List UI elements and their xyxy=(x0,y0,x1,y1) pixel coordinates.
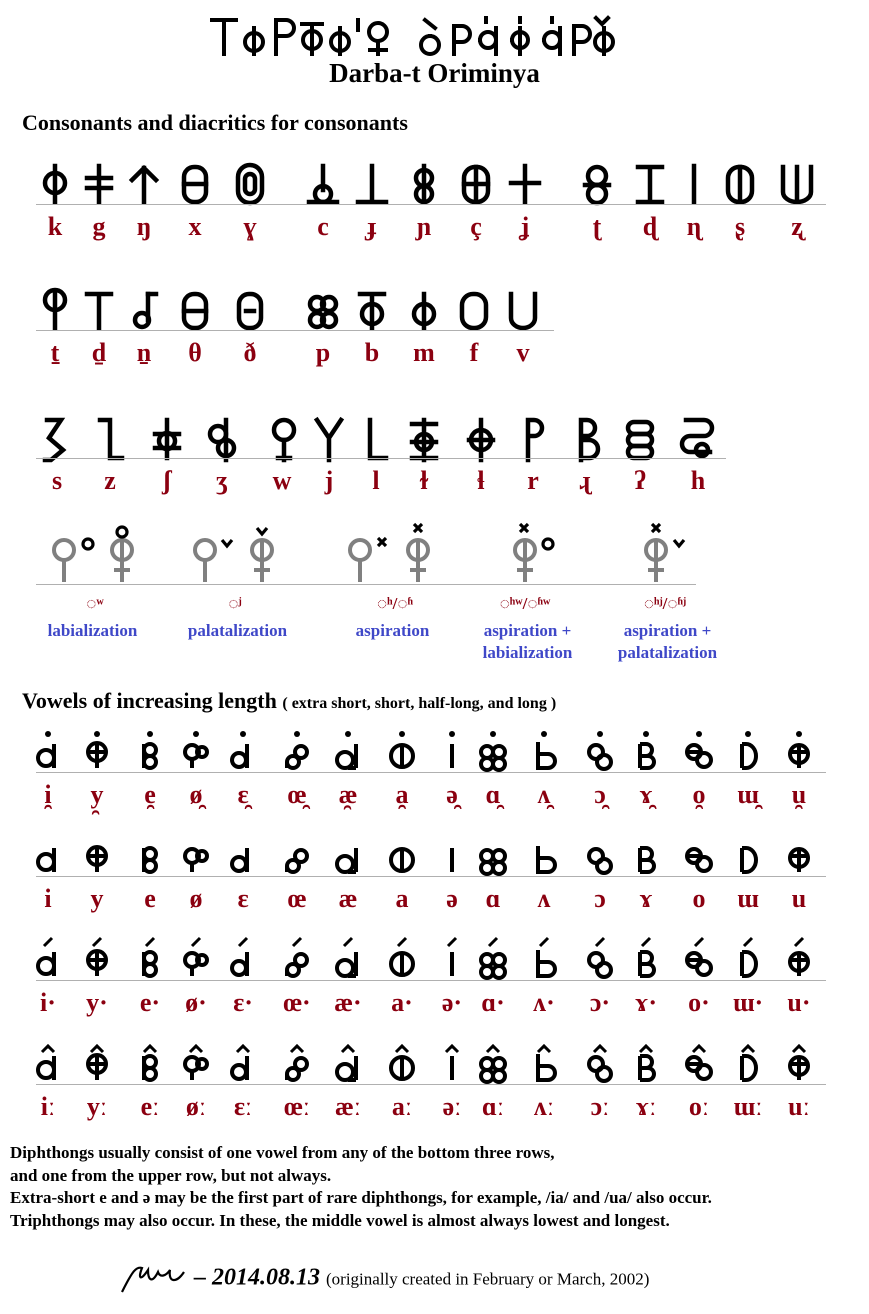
diacritic-symbol: ◌ʲ xyxy=(228,594,242,613)
ipa-cell: ɯː xyxy=(733,1092,763,1121)
ipa-cell: e xyxy=(144,884,156,913)
ipa-cell: x xyxy=(188,212,202,241)
ipa-cell: i· xyxy=(40,988,56,1017)
ipa-cell: ɯ̯ xyxy=(737,780,759,809)
ipa-cell: ɑ xyxy=(485,884,501,913)
ipa-cell: o̯ xyxy=(692,780,706,809)
ipa-cell: uː xyxy=(788,1092,810,1121)
divider xyxy=(36,876,826,877)
ipa-cell: ɳ xyxy=(686,212,702,241)
ipa-cell: ð xyxy=(243,338,257,367)
ipa-cell: f xyxy=(469,338,479,367)
signature-dash: – xyxy=(194,1264,206,1291)
ipa-cell: l xyxy=(372,466,380,495)
ipa-cell: z xyxy=(104,466,116,495)
ipa-cell: ʒ xyxy=(216,466,228,495)
ipa-cell: ɟ xyxy=(367,212,377,241)
ipa-cell: ɑː xyxy=(481,1092,505,1121)
diacritic-symbol: ◌ʰʷ/◌ʱʷ xyxy=(499,594,551,613)
ipa-cell: ɬ xyxy=(477,466,485,495)
ipa-cell: ɻ xyxy=(579,466,591,495)
diacritic-glyphs xyxy=(0,520,720,586)
ipa-cell: w xyxy=(272,466,292,495)
consonants-heading: Consonants and diacritics for consonants xyxy=(22,110,408,135)
ipa-cell: ɑ· xyxy=(481,988,505,1017)
native-script-title xyxy=(0,6,869,56)
divider xyxy=(36,584,696,585)
ipa-cell: e· xyxy=(139,988,161,1017)
vowels-heading xyxy=(22,688,556,714)
length-circumflex xyxy=(42,1046,805,1052)
ipa-cell: ɑ̯ xyxy=(485,780,501,809)
ipa-cell: ʌ· xyxy=(533,988,555,1017)
signature-mark xyxy=(118,1262,188,1296)
original-note: (originally created in February or March, 2002) xyxy=(326,1269,650,1289)
ipa-cell: ɔ̯ xyxy=(594,780,606,809)
ipa-cell: ɤ xyxy=(639,884,653,913)
vowel-ipa-row-half-long xyxy=(0,988,869,1028)
ipa-cell: œ xyxy=(287,884,307,913)
ipa-cell: h xyxy=(690,466,706,495)
vowel-ipa-row-short xyxy=(0,884,869,924)
ipa-cell: ɖ xyxy=(642,212,658,241)
ipa-cell: ə· xyxy=(441,988,463,1017)
ipa-cell: ɛ· xyxy=(233,988,253,1017)
vowels-subheading: ( extra short, short, half-long, and long ) xyxy=(282,695,557,712)
ipa-cell: ɤ̯ xyxy=(639,780,653,809)
ipa-cell: ɛː xyxy=(233,1092,253,1121)
ipa-row2 xyxy=(0,338,869,378)
ipa-cell: p xyxy=(315,338,331,367)
vowel-ipa-row-long xyxy=(0,1092,869,1132)
ipa-cell: u̯ xyxy=(791,780,807,809)
divider xyxy=(36,458,726,459)
ipa-cell: æ xyxy=(338,884,358,913)
ipa-cell: ʐ xyxy=(791,212,803,241)
page-title: Darba-t Oriminya xyxy=(329,58,540,88)
diacritic-label: aspiration + palatalization xyxy=(617,621,718,662)
ipa-cell: e̯ xyxy=(144,780,156,809)
note-line: and one from the upper row, but not always. xyxy=(10,1165,332,1185)
ipa-cell: i̯ xyxy=(44,780,52,809)
ipa-cell: ø̯ xyxy=(189,780,203,809)
ipa-cell: aː xyxy=(391,1092,413,1121)
ipa-cell: əː xyxy=(442,1092,462,1121)
ipa-cell: j xyxy=(324,466,334,495)
note-line: Triphthongs may also occur. In these, the middle vowel is almost always lowest and longest. xyxy=(10,1210,670,1230)
ipa-cell: n̠ xyxy=(136,338,152,367)
consonant-glyphs-row3 xyxy=(0,410,760,470)
ipa-cell: ə xyxy=(446,884,458,913)
ipa-cell: æ̯ xyxy=(338,780,358,809)
ipa-cell: ʈ xyxy=(592,212,602,241)
ipa-cell: ɤː xyxy=(635,1092,657,1121)
note-line: Extra-short e and ə may be the first part of rare diphthongs, for example, /ia/ and /ua/ also occur. xyxy=(10,1188,712,1207)
diacritic-symbol: ◌ʰ/◌ʱ xyxy=(377,594,413,613)
ipa-cell: v xyxy=(516,338,530,367)
diacritic-label: labialization xyxy=(47,621,138,640)
consonant-glyphs-row2 xyxy=(0,280,600,340)
ipa-cell: ø· xyxy=(185,988,207,1017)
ipa-cell: r xyxy=(527,466,539,495)
ipa-cell: ə̯ xyxy=(446,780,458,809)
notes xyxy=(10,1142,712,1232)
ipa-cell: y xyxy=(90,884,104,913)
ipa-cell: y· xyxy=(86,988,108,1017)
ipa-row1 xyxy=(0,212,869,252)
diacritic-label: aspiration xyxy=(355,621,430,640)
ipa-cell: ɛ xyxy=(237,884,249,913)
ipa-cell: s xyxy=(51,466,63,495)
ipa-cell: ʔ xyxy=(634,466,646,495)
divider xyxy=(36,330,554,331)
ipa-cell: ʌ̯ xyxy=(537,780,551,809)
ipa-cell: iː xyxy=(40,1092,56,1121)
ipa-cell: ɯ xyxy=(737,884,759,913)
ipa-cell: a̯ xyxy=(395,780,409,809)
note-line: Diphthongs usually consist of one vowel from any of the bottom three rows, xyxy=(10,1143,555,1162)
diacritic-symbol: ◌ʰʲ/◌ʱʲ xyxy=(643,594,687,613)
ipa-cell: k xyxy=(47,212,63,241)
consonant-glyphs-row1 xyxy=(0,150,869,220)
ipa-cell: ɤ· xyxy=(634,988,658,1017)
ipa-cell: o· xyxy=(688,988,710,1017)
ipa-cell: o xyxy=(692,884,706,913)
divider xyxy=(36,1084,826,1085)
divider xyxy=(36,980,826,981)
native-title-glyphs xyxy=(0,6,869,56)
ipa-cell: θ xyxy=(188,338,202,367)
ipa-cell: yː xyxy=(86,1092,108,1121)
ipa-cell: œ· xyxy=(283,988,311,1017)
ipa-cell: ɔ xyxy=(594,884,606,913)
ipa-cell: ʝ xyxy=(520,212,530,241)
ipa-cell: u· xyxy=(787,988,811,1017)
ipa-cell: ɲ xyxy=(416,212,432,241)
ipa-cell: a· xyxy=(391,988,413,1017)
ipa-cell: b xyxy=(364,338,380,367)
ipa-cell: ŋ xyxy=(136,212,152,241)
ipa-cell: ç xyxy=(470,212,482,241)
length-acutes xyxy=(44,938,803,946)
ipa-cell: c xyxy=(317,212,329,241)
ipa-cell: oː xyxy=(688,1092,710,1121)
ipa-cell: u xyxy=(791,884,807,913)
ipa-cell: ɯ· xyxy=(732,988,764,1017)
ipa-cell: i xyxy=(44,884,52,913)
ipa-cell: g xyxy=(92,212,106,241)
ipa-cell: t̠ xyxy=(50,338,60,367)
ipa-cell: ʃ xyxy=(163,466,171,495)
ipa-cell: ɔ· xyxy=(589,988,611,1017)
ipa-row3 xyxy=(0,466,869,506)
divider xyxy=(36,772,826,773)
ipa-cell: d̠ xyxy=(91,338,107,367)
signature-line xyxy=(118,1262,649,1296)
ipa-cell: m xyxy=(413,338,435,367)
diacritic-symbol: ◌ʷ xyxy=(86,594,104,613)
ipa-cell: a xyxy=(395,884,409,913)
ipa-cell: ø xyxy=(189,884,203,913)
ipa-cell: æ· xyxy=(334,988,362,1017)
ipa-cell: eː xyxy=(140,1092,160,1121)
ipa-cell: ɣ xyxy=(243,212,257,241)
vowels-heading-text: Vowels of increasing length xyxy=(22,688,277,713)
ipa-cell: ɫ xyxy=(420,466,428,495)
ipa-cell: ʌ xyxy=(537,884,551,913)
ipa-cell: œː xyxy=(284,1092,310,1121)
ipa-cell: œ̯ xyxy=(287,780,307,809)
ipa-cell: øː xyxy=(185,1092,207,1121)
diacritic-label: aspiration + labialization xyxy=(482,621,573,662)
ipa-cell: ɛ̯ xyxy=(237,780,249,809)
ipa-cell: ʂ xyxy=(734,212,746,241)
ipa-cell: æː xyxy=(335,1092,361,1121)
divider xyxy=(36,204,826,205)
vowel-ipa-row-extra-short xyxy=(0,780,869,820)
ipa-cell: ɔː xyxy=(590,1092,610,1121)
ipa-cell: y̯ xyxy=(90,780,104,809)
ipa-cell: ʌː xyxy=(533,1092,555,1121)
diacritic-label: palatalization xyxy=(187,621,288,640)
length-dots xyxy=(45,731,802,737)
date: 2014.08.13 xyxy=(212,1264,320,1291)
